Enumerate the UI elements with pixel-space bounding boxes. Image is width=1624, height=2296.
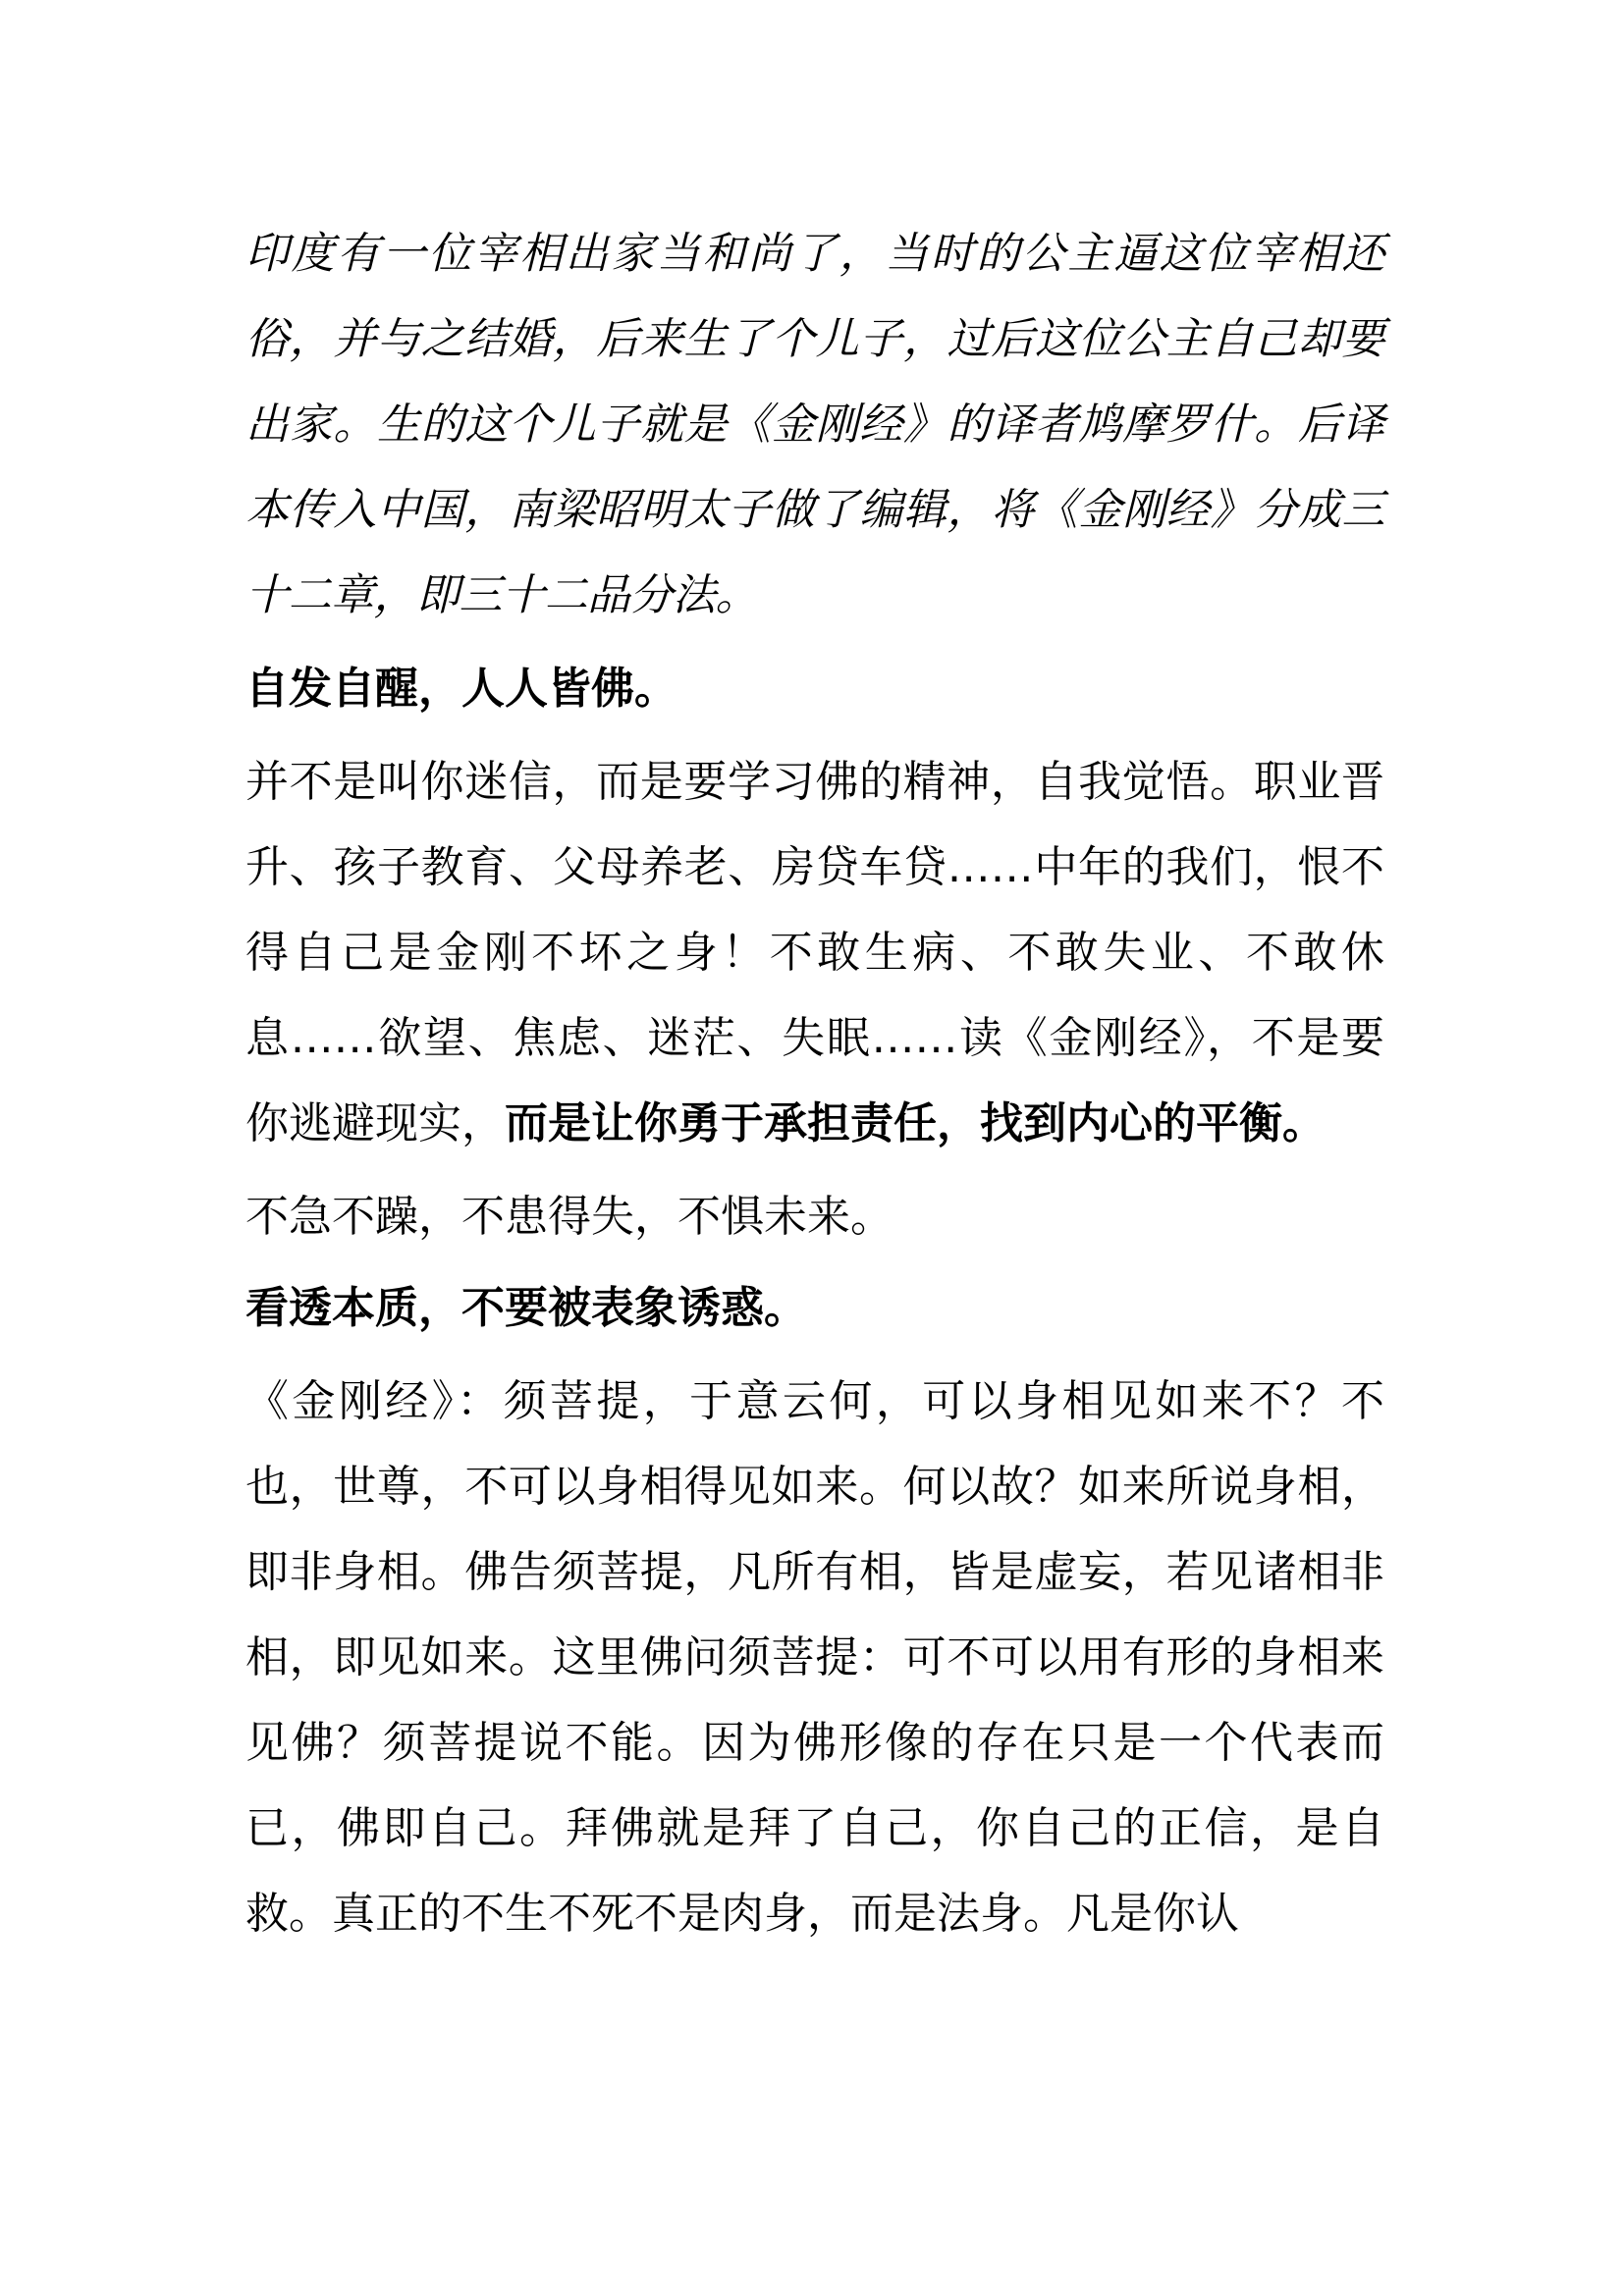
section-heading-2: 看透本质，不要被表象诱惑。: [245, 1283, 807, 1333]
body-paragraph-2: 《金刚经》：须菩提，于意云何，可以身相见如来不？不也，世尊，不可以身相得见如来。何以故？如来所说身相，即非身相。佛告须菩提，凡所有相，皆是虚妄，若见诸相非相，即见如来。这里佛问须菩提：可不可以用有形的身相来见佛？须菩提说不能。因为佛形像的存在只是一个代表而已，佛即自己。拜佛就是拜了自己，你自己的正信，是自救。真正的不生不死不是肉身，而是法身。凡是你认: [245, 1376, 1384, 1939]
section-heading-1: 自发自醒，人人皆佛。: [245, 664, 677, 714]
body-paragraph-1: [245, 739, 1384, 1166]
short-line: 不急不躁，不患得失，不惧未来。: [245, 1192, 893, 1242]
document-page: [245, 211, 1384, 1962]
body-paragraph-1-emphasis: 而是让你勇于承担责任，找到内心的平衡。: [505, 1098, 1326, 1148]
body-paragraph-1-text: 并不是叫你迷信，而是要学习佛的精神，自我觉悟。职业晋升、孩子教育、父母养老、房贷车贷……中年的我们，恨不得自己是金刚不坏之身！不敢生病、不敢失业、不敢休息……欲望、焦虑、迷茫、失眠……读《金刚经》，不是要你逃避现实，: [245, 757, 1384, 1148]
intro-paragraph: 印度有一位宰相出家当和尚了，当时的公主逼这位宰相还俗，并与之结婚，后来生了个儿子，过后这位公主自己却要出家。生的这个儿子就是《金刚经》的译者鸠摩罗什。后译本传入中国，南梁昭明太子做了编辑，将《金刚经》分成三十二章，即三十二品分法。: [245, 229, 1384, 620]
